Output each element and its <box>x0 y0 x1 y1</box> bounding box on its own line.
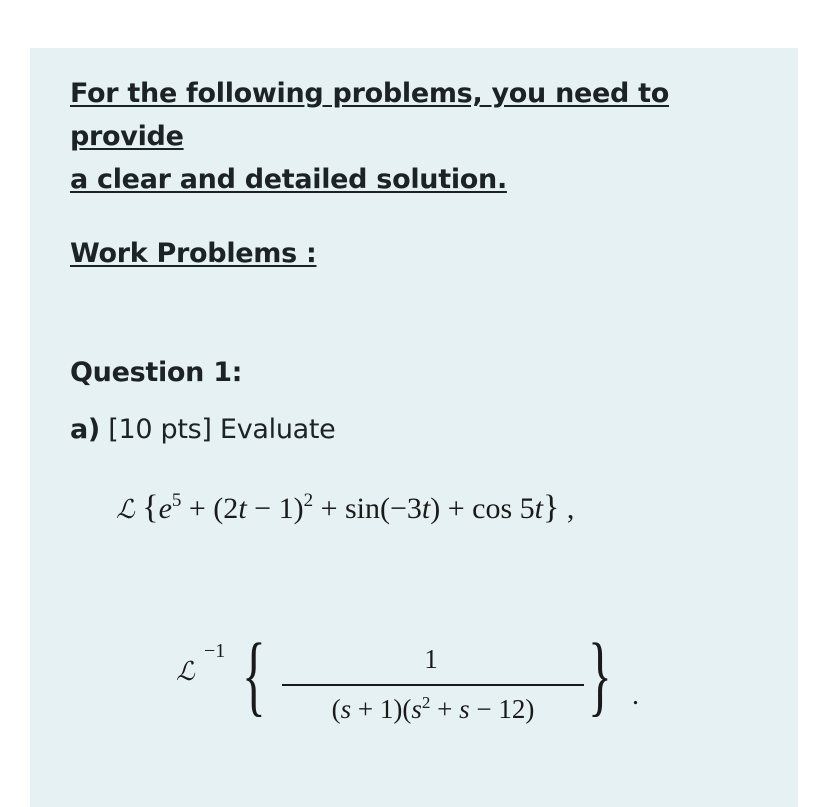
right-brace: } <box>588 626 612 725</box>
instructions-heading <box>70 72 770 201</box>
expr-e: e <box>158 492 172 525</box>
fraction-numerator: 1 <box>424 644 438 674</box>
part-label: a) <box>70 414 100 445</box>
question-title: Question 1: <box>70 357 243 388</box>
expr-comma: , <box>559 492 575 525</box>
expr-square: 2 <box>303 490 314 511</box>
fraction-denominator <box>282 694 584 725</box>
den-s-2: s <box>411 694 422 724</box>
den-part-b: + 1)( <box>351 694 412 724</box>
instructions-line-1: For the following problems, you need to provide <box>70 78 670 152</box>
den-s-1: s <box>340 694 352 724</box>
inverse-laplace-operator: ℒ <box>176 657 195 687</box>
laplace-expression <box>116 478 574 540</box>
expr-part-2: − 1) <box>246 492 304 525</box>
den-exponent: 2 <box>421 693 431 712</box>
expr-t-2: t <box>421 492 431 525</box>
expr-e-exponent: 5 <box>171 490 182 511</box>
den-part-a: ( <box>331 694 341 724</box>
left-brace: { <box>142 489 159 526</box>
expr-part-4: ) + cos 5 <box>430 492 535 525</box>
expr-t-1: t <box>238 492 247 525</box>
den-s-3: s <box>459 694 470 724</box>
den-part-d: − 12) <box>469 694 535 724</box>
expr-period: . <box>632 680 639 711</box>
work-problems-heading: Work Problems : <box>70 238 317 269</box>
question-part-a <box>70 410 335 450</box>
expr-part-1: + (2 <box>181 492 239 525</box>
right-brace: } <box>543 489 560 526</box>
den-part-c: + <box>430 694 460 724</box>
instructions-line-2: a clear and detailed solution. <box>70 164 507 195</box>
inverse-exponent: −1 <box>204 640 226 662</box>
expr-part-3: + sin(−3 <box>313 492 422 525</box>
laplace-operator: ℒ <box>116 495 135 525</box>
left-brace: { <box>242 626 266 725</box>
part-text: [10 pts] Evaluate <box>99 414 336 445</box>
inverse-laplace-expression <box>176 626 656 732</box>
expr-t-3: t <box>534 492 544 525</box>
fraction-bar <box>282 684 584 686</box>
